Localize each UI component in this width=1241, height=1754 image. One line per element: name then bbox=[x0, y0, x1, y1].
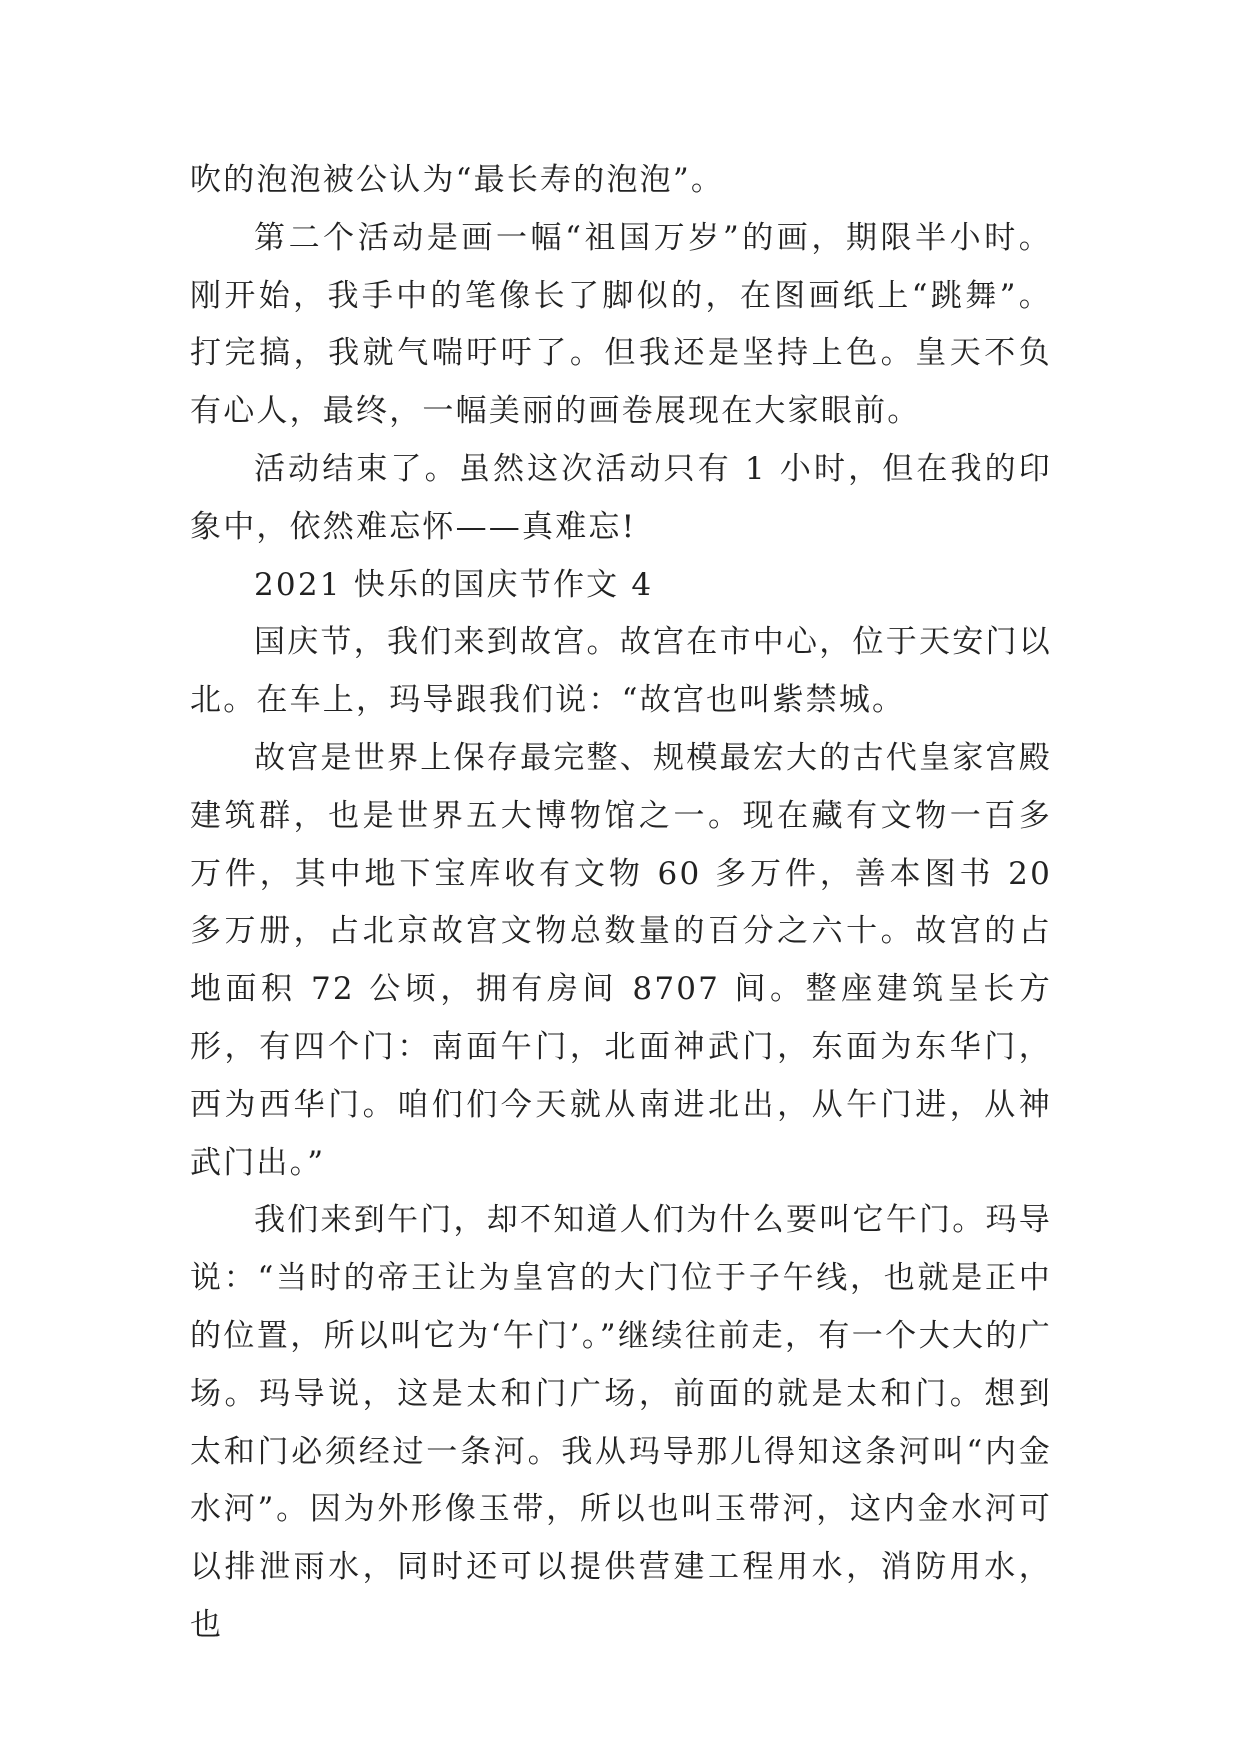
paragraph-meridian-gate: 我们来到午门，却不知道人们为什么要叫它午门。玛导说：“当时的帝王让为皇宫的大门位于子午线，也就是正中的位置，所以叫它为‘午门’。”继续往前走，有一个大大的广场。玛导说，这是太和门广场，前面的就是太和门。想到太和门必须经过一条河。我从玛导那儿得知这条河叫“内金水河”。因为外形像玉带，所以也叫玉带河，这内金水河可以排泄雨水，同时还可以提供营建工程用水，消防用水，也 bbox=[190, 1202, 1052, 1643]
document-body bbox=[190, 152, 1052, 1655]
paragraph-activity-end: 活动结束了。虽然这次活动只有 1 小时，但在我的印象中，依然难忘怀——真难忘! bbox=[190, 450, 1052, 545]
paragraph-continuation: 吹的泡泡被公认为“最长寿的泡泡”。 bbox=[190, 162, 725, 198]
paragraph-drawing-activity: 第二个活动是画一幅“祖国万岁”的画，期限半小时。刚开始，我手中的笔像长了脚似的，在图画纸上“跳舞”。打完搞，我就气喘吁吁了。但我还是坚持上色。皇天不负有心人，最终，一幅美丽的画卷展现在大家眼前。 bbox=[190, 219, 1052, 430]
paragraph-forbidden-city-facts: 故宫是世界上保存最完整、规模最宏大的古代皇家宫殿建筑群，也是世界五大博物馆之一。现在藏有文物一百多万件，其中地下宝库收有文物 60 多万件，善本图书 20 多万册，占北京故宫文物总数量的百分之六十。故宫的占地面积 72 公顷，拥有房间 8707 间。整座建筑呈长方形，有四个门：南面午门，北面神武门，东面为东华门，西为西华门。咱们们今天就从南进北出，从午门进，从神武门出。” bbox=[190, 739, 1052, 1181]
essay-title: 2021 快乐的国庆节作文 4 bbox=[254, 566, 654, 603]
paragraph-forbidden-city-intro: 国庆节，我们来到故宫。故宫在市中心，位于天安门以北。在车上，玛导跟我们说：“故宫也叫紫禁城。 bbox=[190, 624, 1052, 719]
